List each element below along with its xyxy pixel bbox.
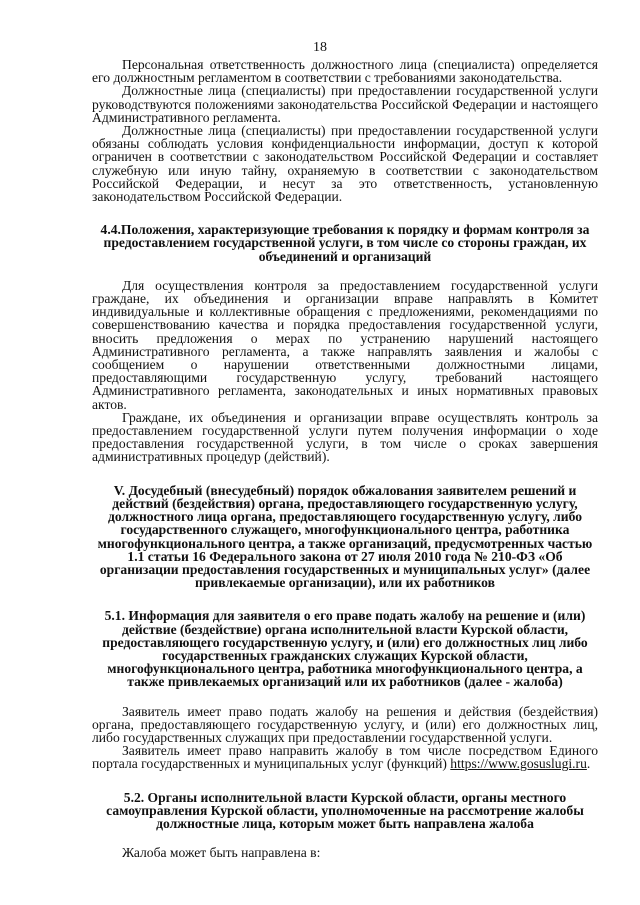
paragraph: Должностные лица (специалисты) при предоставлении государственной услуги руководствуются положениями законодательства Российской Федерации и настоящего Административного регламента. — [92, 83, 598, 125]
section-heading-v: V. Досудебный (внесудебный) порядок обжалования заявителем решений и действий (бездействия) органа, предоставляющего государственную услугу, должностного лица органа, предоставляющего государственную услугу, либо государственного служащего, многофункционального центра, работника многофункционального центра, а также организаций, предусмотренных частью 1.1 статьи 16 Федерального закона от 27 июля 2010 года № 210-ФЗ «Об организации предоставления государственных и муниципальных услуг» (далее привлекаемые организации), или их работников — [97, 482, 593, 591]
paragraph: Граждане, их объединения и организации вправе осуществлять контроль за предоставлением государственной услуги путем получения информации о ходе предоставления государственной услуги, в том числе о сроках завершения административных процедур (действий). — [92, 409, 598, 465]
document-body — [92, 58, 598, 859]
section-heading-5-1: 5.1. Информация для заявителя о его праве подать жалобу на решение и (или) действие (бездействие) органа исполнительной власти Курской области, предоставляющего государственную услугу, и (или) его должностных лиц либо государственных гражданских служащих Курской области, многофункционального центра, работника многофункционального центра, а также привлекаемых организаций или их работников (далее - жалоба) — [102, 608, 588, 690]
section-heading-5-2: 5.2. Органы исполнительной власти Курской области, органы местного самоуправления Курской области, уполномоченные на рассмотрение жалобы должностные лица, которым может быть направлена жалоба — [106, 789, 584, 831]
paragraph — [92, 744, 598, 770]
gosuslugi-link[interactable]: https://www.gosuslugi.ru — [450, 756, 587, 772]
paragraph-text: Заявитель имеет право направить жалобу в том числе посредством Единого портала государственных и муниципальных услуг (функций) — [92, 743, 598, 772]
section-heading-4-4: 4.4.Положения, характеризующие требования к порядку и формам контроля за предоставлением государственной услуги, в том числе со стороны граждан, их объединений и организаций — [100, 222, 590, 264]
page-number: 18 — [313, 40, 327, 55]
paragraph: Должностные лица (специалисты) при предоставлении государственной услуги обязаны соблюдать условия конфиденциальности информации, доступ к которой ограничен в соответствии с законодательством Российской Федерации и составляет служебную или иную тайну, охраняемую в соответствии с законодательством Российской Федерации, и несут за это ответственность, установленную законодательством Российской Федерации. — [92, 123, 598, 205]
paragraph: Жалоба может быть направлена в: — [122, 845, 321, 861]
paragraph: Заявитель имеет право подать жалобу на решения и действия (бездействия) органа, предоставляющего государственную услугу, и (или) его должностных лиц, либо государственных служащих при предоставлении государственной услуги. — [92, 703, 598, 745]
paragraph: Для осуществления контроля за предоставлением государственной услуги граждане, их объединения и организации вправе направлять в Комитет индивидуальные и коллективные обращения с предложениями, рекомендациями по совершенствованию качества и порядка предоставления государственной услуги, вносить предложения о мерах по устранению нарушений настоящего Административного регламента, а также направлять заявления и жалобы с сообщением о нарушении ответственными должностными лицами, предоставляющими государственную услугу, требований настоящего Административного регламента, законодательных и иных нормативных правовых актов. — [92, 277, 598, 412]
paragraph: Персональная ответственность должностного лица (специалиста) определяется его должностным регламентом в соответствии с требованиями законодательства. — [92, 57, 598, 86]
paragraph-end: . — [586, 756, 591, 772]
